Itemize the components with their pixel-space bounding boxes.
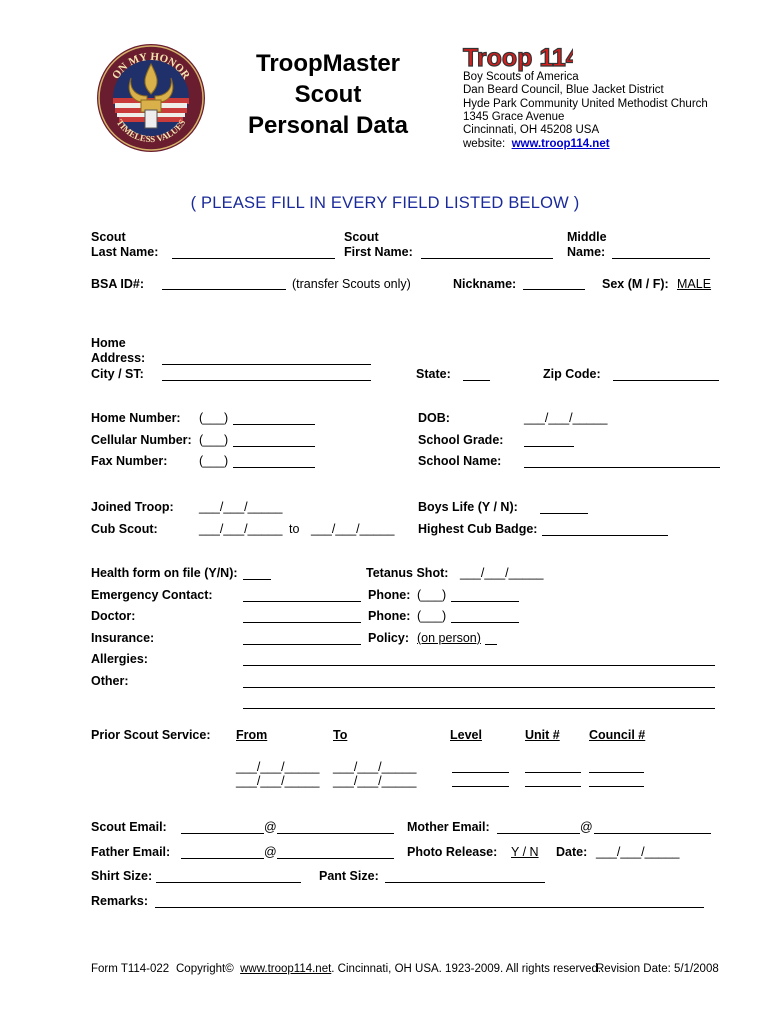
fax-area-code[interactable]: (___) — [199, 454, 229, 468]
dob-field[interactable]: ___/___/_____ — [524, 411, 608, 425]
address-field[interactable] — [162, 364, 371, 365]
shirt-size-label: Shirt Size: — [91, 869, 153, 883]
pant-size-label: Pant Size: — [319, 869, 379, 883]
other-label: Other: — [91, 674, 129, 688]
cub-scout-from-field[interactable]: ___/___/_____ — [199, 522, 283, 536]
prior-to-field-2[interactable]: ___/___/_____ — [333, 774, 417, 788]
school-name-field[interactable] — [524, 467, 720, 468]
health-form-field[interactable] — [243, 579, 271, 580]
seal-bottom-text: TIMELESS VALUES — [114, 117, 188, 145]
revision-date: Revision Date: 5/1/2008 — [596, 963, 719, 975]
state-field[interactable] — [463, 380, 490, 381]
scout-last-name-label: Scout Last Name: — [91, 230, 159, 259]
state-label: State: — [416, 367, 451, 381]
allergies-field[interactable] — [243, 665, 715, 666]
doctor-phone-label: Phone: — [368, 609, 411, 623]
prior-unit-field-2[interactable] — [525, 786, 581, 787]
mother-email-at: @ — [580, 820, 593, 834]
scout-email-domain-field[interactable] — [277, 833, 394, 834]
fax-number-label: Fax Number: — [91, 454, 168, 468]
school-grade-label: School Grade: — [418, 433, 504, 447]
transfer-note: (transfer Scouts only) — [292, 277, 411, 291]
prior-from-header: From — [236, 728, 268, 742]
home-area-code[interactable]: (___) — [199, 411, 229, 425]
father-email-at: @ — [264, 845, 277, 859]
scout-email-user-field[interactable] — [181, 833, 264, 834]
tetanus-shot-label: Tetanus Shot: — [366, 566, 449, 580]
prior-unit-header: Unit # — [525, 728, 560, 742]
prior-from-field-2[interactable]: ___/___/_____ — [236, 774, 320, 788]
doctor-phone-field[interactable] — [451, 622, 519, 623]
dob-label: DOB: — [418, 411, 450, 425]
troop-logo-text: Troop 114 — [463, 44, 573, 72]
org-line-5: Cincinnati, OH 45208 USA — [463, 124, 600, 137]
photo-release-date-label: Date: — [556, 845, 588, 859]
policy-value[interactable]: (on person) — [417, 631, 481, 645]
joined-troop-label: Joined Troop: — [91, 500, 174, 514]
highest-cub-badge-label: Highest Cub Badge: — [418, 522, 538, 536]
doctor-phone-area[interactable]: (___) — [417, 609, 447, 623]
emergency-contact-field[interactable] — [243, 601, 361, 602]
home-number-field[interactable] — [233, 424, 315, 425]
copyright — [176, 963, 601, 975]
photo-release-label: Photo Release: — [407, 845, 498, 859]
organization-info — [463, 71, 708, 152]
school-name-label: School Name: — [418, 454, 502, 468]
other-field[interactable] — [243, 687, 715, 688]
health-form-label: Health form on file (Y/N): — [91, 566, 238, 580]
father-email-domain-field[interactable] — [277, 858, 394, 859]
bsa-id-label: BSA ID#: — [91, 277, 145, 291]
policy-underline-tail — [485, 644, 497, 645]
org-line-4: 1345 Grace Avenue — [463, 110, 565, 123]
prior-from-field-1[interactable]: ___/___/_____ — [236, 760, 320, 774]
cub-scout-to-field[interactable]: ___/___/_____ — [311, 522, 395, 536]
cellular-number-field[interactable] — [233, 446, 315, 447]
emergency-phone-area[interactable]: (___) — [417, 588, 447, 602]
remarks-label: Remarks: — [91, 894, 148, 908]
org-line-2: Dan Beard Council, Blue Jacket District — [463, 84, 664, 97]
cellular-number-label: Cellular Number: — [91, 433, 192, 447]
insurance-field[interactable] — [243, 644, 361, 645]
scout-email-label: Scout Email: — [91, 820, 167, 834]
title-line-2: Scout — [294, 81, 362, 108]
copyright-prefix: Copyright© — [176, 963, 234, 975]
pant-size-field[interactable] — [385, 882, 545, 883]
form-id: Form T114-022 — [91, 963, 170, 975]
prior-to-header: To — [333, 728, 348, 742]
prior-level-field-1[interactable] — [452, 772, 509, 773]
boys-life-field[interactable] — [540, 513, 588, 514]
copyright-suffix: . Cincinnati, OH USA. 1923-2009. All rights reserved. — [331, 963, 602, 975]
troop-114-logo — [461, 42, 573, 72]
school-grade-field[interactable] — [524, 446, 574, 447]
emergency-phone-label: Phone: — [368, 588, 411, 602]
title-line-3: Personal Data — [247, 112, 409, 139]
document-title — [228, 48, 428, 141]
prior-level-header: Level — [450, 728, 482, 742]
zip-code-field[interactable] — [613, 380, 719, 381]
prior-council-header: Council # — [589, 728, 646, 742]
prior-service-label: Prior Scout Service: — [91, 728, 211, 742]
father-email-user-field[interactable] — [181, 858, 264, 859]
joined-troop-field[interactable]: ___/___/_____ — [199, 500, 283, 514]
scout-first-name-label: Scout First Name: — [344, 230, 413, 259]
bsa-id-field[interactable] — [162, 289, 286, 290]
allergies-label: Allergies: — [91, 652, 148, 666]
doctor-field[interactable] — [243, 622, 361, 623]
website-link[interactable]: www.troop114.net — [511, 138, 610, 151]
doctor-label: Doctor: — [91, 609, 136, 623]
emergency-contact-label: Emergency Contact: — [91, 588, 213, 602]
first-name-field[interactable] — [421, 258, 553, 259]
shirt-size-field[interactable] — [156, 882, 301, 883]
mother-email-label: Mother Email: — [407, 820, 490, 834]
prior-council-field-1[interactable] — [589, 772, 644, 773]
highest-cub-badge-field[interactable] — [542, 535, 668, 536]
prior-unit-field-1[interactable] — [525, 772, 581, 773]
prior-level-field-2[interactable] — [452, 786, 509, 787]
cub-scout-label: Cub Scout: — [91, 522, 158, 536]
prior-to-field-1[interactable]: ___/___/_____ — [333, 760, 417, 774]
copyright-link[interactable]: www.troop114.net — [240, 963, 332, 975]
mother-email-user-field[interactable] — [497, 833, 580, 834]
fill-instruction: ( PLEASE FILL IN EVERY FIELD LISTED BELOW ) — [190, 194, 580, 212]
city-st-field[interactable] — [162, 380, 371, 381]
title-line-1: TroopMaster — [255, 50, 401, 77]
city-st-label: City / ST: — [91, 367, 144, 381]
other-field-2[interactable] — [243, 708, 715, 709]
scout-seal-logo — [95, 42, 207, 154]
sex-value[interactable]: MALE — [677, 277, 712, 291]
photo-release-date-field[interactable]: ___/___/_____ — [596, 845, 680, 859]
tetanus-shot-field[interactable]: ___/___/_____ — [460, 566, 544, 580]
org-line-1: Boy Scouts of America — [463, 71, 579, 83]
mother-email-domain-field[interactable] — [594, 833, 711, 834]
org-line-3: Hyde Park Community United Methodist Church — [463, 97, 708, 110]
insurance-label: Insurance: — [91, 631, 155, 645]
website-label: website: — [463, 138, 506, 151]
zip-code-label: Zip Code: — [543, 367, 601, 381]
father-email-label: Father Email: — [91, 845, 171, 859]
nickname-label: Nickname: — [453, 277, 517, 291]
prior-council-field-2[interactable] — [589, 786, 644, 787]
emergency-phone-field[interactable] — [451, 601, 519, 602]
last-name-field[interactable] — [172, 258, 335, 259]
cub-scout-to-label: to — [289, 522, 300, 536]
photo-release-value[interactable]: Y / N — [511, 845, 539, 859]
middle-name-label: Middle Name: — [567, 230, 607, 259]
home-number-label: Home Number: — [91, 411, 181, 425]
fax-number-field[interactable] — [233, 467, 315, 468]
sex-label: Sex (M / F): — [602, 277, 669, 291]
remarks-field[interactable] — [155, 907, 704, 908]
policy-label: Policy: — [368, 631, 409, 645]
home-address-label: Home Address: — [91, 336, 146, 365]
scout-email-at: @ — [264, 820, 277, 834]
middle-name-field[interactable] — [612, 258, 710, 259]
seal-top-text: ON MY HONOR — [109, 50, 193, 82]
cell-area-code[interactable]: (___) — [199, 433, 229, 447]
boys-life-label: Boys Life (Y / N): — [418, 500, 518, 514]
nickname-field[interactable] — [523, 289, 585, 290]
